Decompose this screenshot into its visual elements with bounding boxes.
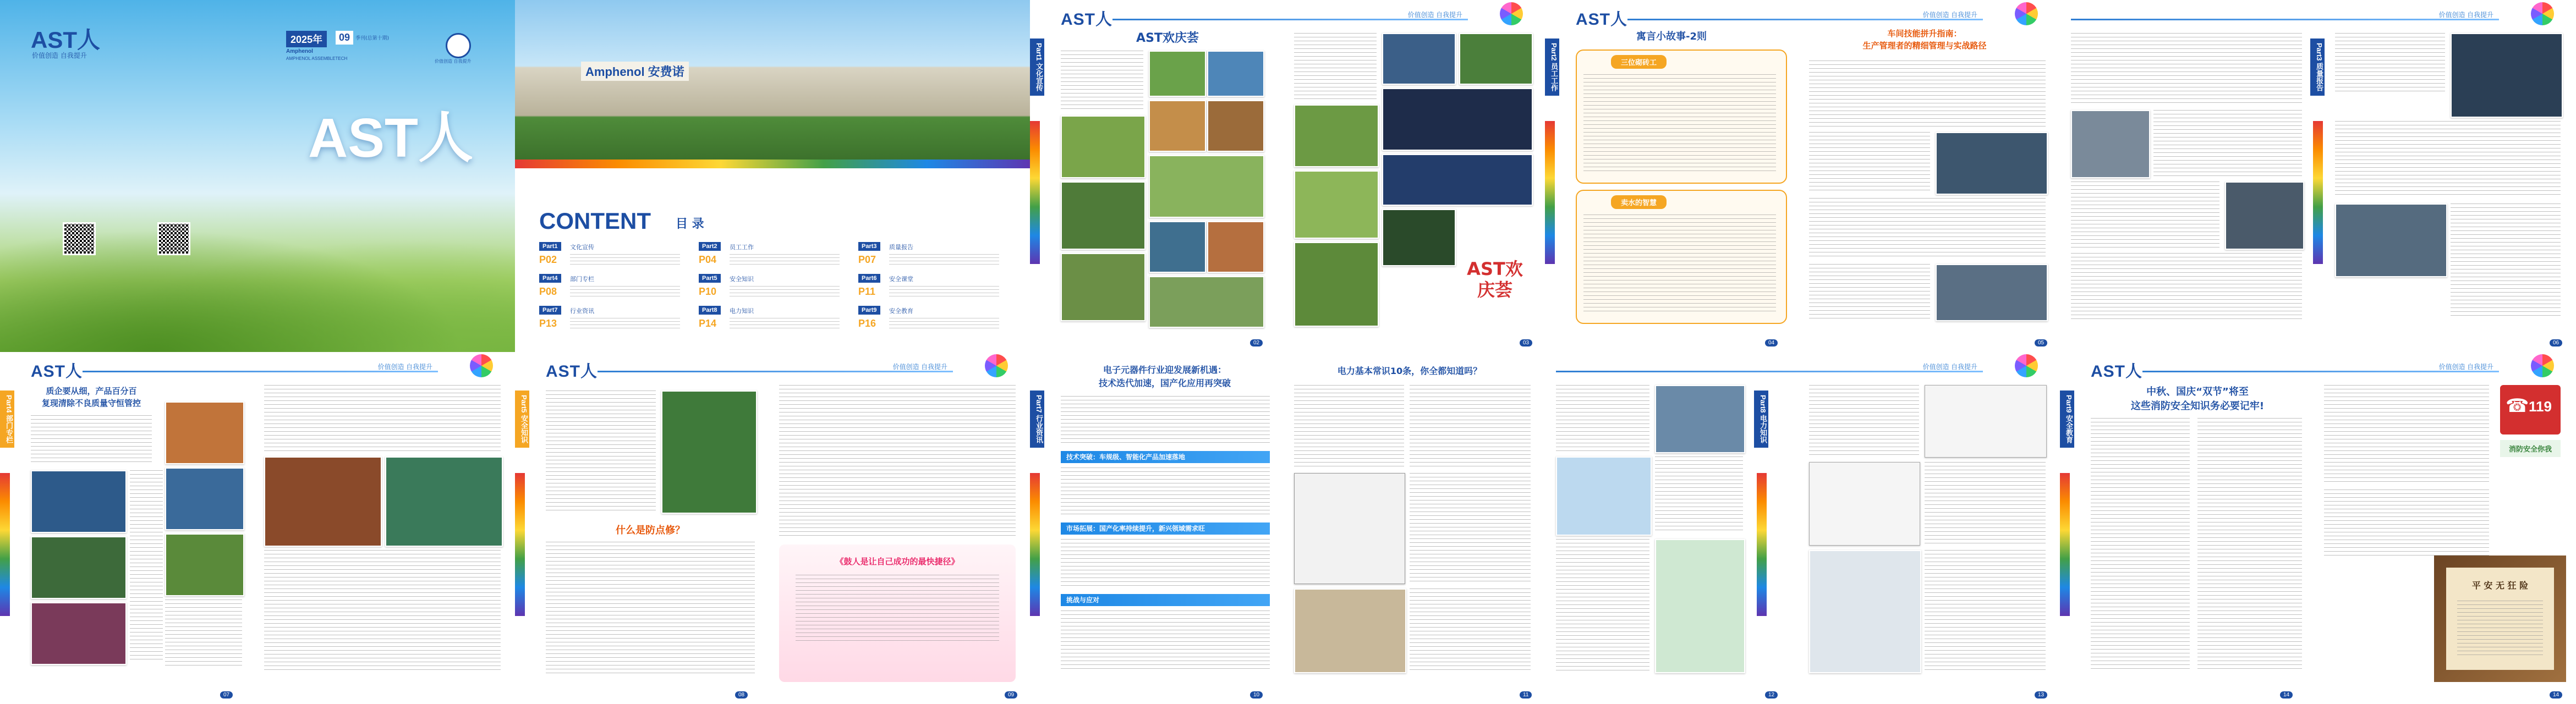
fire-safety-banner: 消防安全你我 (2500, 440, 2561, 457)
header-slogan: 价值创造 自我提升 (2438, 363, 2493, 371)
toc-summary-lines (570, 286, 680, 298)
photo (2335, 204, 2447, 277)
article-text (2324, 385, 2489, 484)
toc-part-name: 质量报告 (889, 244, 913, 251)
photo (1809, 550, 1921, 673)
photo (1149, 276, 1264, 328)
toc-item[interactable] (858, 242, 1012, 270)
toc-summary-lines (730, 318, 840, 330)
photo (1061, 253, 1146, 321)
page-number: 04 (1765, 339, 1778, 346)
photo (1207, 221, 1264, 273)
rainbow-stripe (1030, 121, 1040, 264)
story-text (1583, 74, 1776, 173)
page-header (2060, 0, 2576, 26)
article-title: 中秋、国庆“双节”将至 (2146, 386, 2249, 398)
issue-number: 09 (336, 31, 353, 45)
certificate-title: 平 安 无 狂 险 (2471, 580, 2529, 591)
toc-summary-lines (889, 254, 999, 266)
toc-part-tag: Part9 (858, 306, 880, 315)
photo (1382, 154, 1533, 206)
toc-page-number: P07 (858, 254, 876, 265)
photo (2225, 182, 2304, 250)
photo (1149, 51, 1206, 97)
illustration (1925, 385, 2047, 458)
toc-part-tag: Part5 (699, 274, 721, 283)
article-text (165, 600, 242, 666)
article-text (2153, 110, 2302, 176)
building-photo (515, 0, 1030, 165)
header-slogan: 价值创造 自我提升 (1922, 363, 1977, 371)
toc-item[interactable] (858, 306, 1012, 333)
article-text (130, 470, 163, 663)
photo (1149, 100, 1206, 152)
article-title: 质企要从细，产品百分百 (46, 386, 137, 396)
rainbow-arc (515, 160, 1030, 168)
pinwheel-icon (2531, 2, 2554, 25)
toc-grid (539, 242, 1018, 341)
quote-text (796, 575, 999, 641)
emergency-number: 119 (2529, 398, 2552, 415)
illustration (1655, 539, 1745, 673)
building-sign: Amphenol 安费诺 (581, 62, 689, 81)
toc-part-name: 员工工作 (730, 244, 754, 251)
toc-item[interactable] (858, 274, 1012, 301)
article-text (1556, 385, 1649, 451)
qr-code-1 (63, 222, 96, 255)
toc-part-tag: Part6 (858, 274, 880, 283)
article-text (1294, 385, 1404, 468)
article-subtitle: 生产管理者的精细管理与实战路径 (1862, 41, 1987, 51)
article-subtitle: 技术迭代加速，国产化应用再突破 (1098, 378, 1231, 388)
article-title: 什么是防点修？ (616, 525, 685, 536)
article-text (1809, 385, 1919, 457)
certificate-text (2457, 601, 2543, 656)
page-14 (2060, 352, 2576, 704)
article-text (1809, 132, 1930, 193)
toc-page-number: P13 (539, 318, 557, 329)
part-tab: Part4 部门专栏 (0, 391, 14, 448)
toc-part-name: 安全教育 (889, 307, 913, 315)
header-logo: AST人 (546, 362, 598, 381)
article-text (1925, 550, 2046, 671)
company-seal-icon (446, 33, 471, 58)
pinwheel-icon (2015, 2, 2038, 25)
toc-summary-lines (570, 254, 680, 266)
page-08 (515, 352, 1030, 704)
article-text (1061, 539, 1270, 588)
certificate-paper (2446, 568, 2554, 670)
toc-page-number: P16 (858, 318, 876, 329)
company-name-line1: Amphenol (286, 48, 313, 54)
article-text (1061, 396, 1270, 446)
cover-sub-brand: 价值创造 自我提升 (435, 59, 472, 64)
photo (1936, 264, 2048, 321)
header-slogan: 价值创造 自我提升 (1407, 11, 1462, 19)
header-logo: AST人 (2091, 362, 2142, 381)
page-number: 02 (1250, 339, 1263, 346)
page-header (1030, 0, 1545, 29)
toc-part-name: 安全知识 (730, 276, 754, 283)
article-text (1655, 457, 1743, 534)
photo (1459, 33, 1533, 85)
company-name-line2: AMPHENOL ASSEMBLETECH (286, 56, 348, 61)
toc-item[interactable] (699, 274, 853, 301)
header-slogan: 价值创造 自我提升 (1922, 11, 1977, 19)
illustration (1556, 457, 1652, 536)
toc-part-tag: Part4 (539, 274, 561, 283)
toc-item[interactable] (539, 306, 693, 333)
article-text (2335, 121, 2561, 198)
article-text (1809, 61, 2046, 127)
section-bar: 技术突破：车规级、智能化产品加速落地 (1061, 451, 1270, 463)
story-title: 三位砌砖工 (1611, 55, 1667, 69)
article-title: AST欢庆荟 (1136, 31, 1199, 45)
page-10 (1030, 352, 1545, 704)
photo (31, 536, 127, 599)
photo (1149, 221, 1206, 273)
page-number: 08 (735, 691, 748, 698)
article-text (1925, 462, 2046, 544)
header-line (2071, 19, 2499, 20)
article-text (1556, 539, 1649, 671)
article-title: 电力基本常识10条，你全都知道吗？ (1337, 366, 1482, 376)
part-tab: Part5 安全知识 (515, 391, 529, 448)
toc-summary-lines (570, 318, 680, 330)
article-text (1061, 51, 1143, 111)
part-tab: Part8 电力知识 (1754, 391, 1768, 448)
toc-part-name: 文化宣传 (570, 244, 594, 251)
page-header (1545, 352, 2060, 378)
toc-summary-lines (730, 286, 840, 298)
header-logo: AST人 (1576, 10, 1627, 29)
page-number: 13 (2035, 691, 2047, 698)
photo (1061, 116, 1146, 178)
issue-note: 季刊(总第十期) (355, 36, 390, 41)
rainbow-stripe (1030, 473, 1040, 616)
photo (1149, 155, 1264, 218)
photo (1207, 51, 1264, 97)
article-text (2451, 204, 2561, 319)
photo (2071, 110, 2150, 178)
fire-emergency-sign (2500, 385, 2561, 435)
page-number: 03 (1520, 339, 1532, 346)
photo (1382, 33, 1456, 85)
page-header (515, 352, 1030, 381)
article-text (779, 385, 1016, 539)
page-04 (1545, 0, 2060, 352)
pinwheel-icon (985, 354, 1008, 377)
photo (264, 457, 382, 547)
part-tab: Part9 安全教育 (2060, 391, 2074, 448)
toc-part-tag: Part7 (539, 306, 561, 315)
article-text (1410, 473, 1531, 583)
page-number: 09 (1005, 691, 1017, 698)
celebration-badge: AST欢庆荟 (1467, 258, 1523, 300)
page-number: 12 (1765, 691, 1778, 698)
article-subtitle: 复现清除不良质量守恒管控 (41, 398, 141, 408)
page-06 (2060, 0, 2576, 352)
toc-item[interactable] (699, 242, 853, 270)
article-title: 寓言小故事-2则 (1636, 31, 1707, 42)
photo (165, 468, 244, 530)
contents-title: CONTENT (539, 208, 651, 234)
toc-part-tag: Part3 (858, 242, 880, 251)
contents-page (515, 0, 1030, 352)
photo (165, 534, 244, 596)
article-text (2071, 182, 2219, 248)
toc-page-number: P02 (539, 254, 557, 265)
article-text (1809, 264, 1930, 319)
header-slogan: 价值创造 自我提升 (892, 363, 947, 371)
article-text (1410, 385, 1531, 468)
toc-page-number: P14 (699, 318, 717, 329)
section-bar: 市场拓展：国产化率持续提升，新兴领域需求旺 (1061, 522, 1270, 535)
header-slogan: 价值创造 自我提升 (2438, 11, 2493, 19)
article-text (264, 550, 501, 671)
header-line (1556, 371, 1983, 372)
part-tab: Part7 行业资讯 (1030, 391, 1044, 448)
article-text (2091, 418, 2190, 671)
quote-title: 《鼓人是让自己成功的最快捷径》 (835, 557, 960, 566)
page-number: 07 (220, 691, 233, 698)
toc-part-name: 电力知识 (730, 307, 754, 315)
story-title: 卖水的智慧 (1611, 195, 1667, 209)
pinwheel-icon (2015, 354, 2038, 377)
qr-code-2 (157, 222, 190, 255)
page-header (1545, 0, 2060, 29)
toc-part-name: 安全课堂 (889, 276, 913, 283)
toc-page-number: P11 (858, 286, 876, 297)
toc-item[interactable] (539, 274, 693, 301)
article-text (1061, 468, 1270, 517)
article-title: 车间技能拼升指南： (1887, 29, 1962, 38)
toc-summary-lines (889, 286, 999, 298)
cover-page (0, 0, 515, 352)
article-text (31, 415, 152, 465)
issue-year: 2025年 (286, 31, 327, 47)
toc-part-name: 部门专栏 (570, 276, 594, 283)
page-number: 10 (1250, 691, 1263, 698)
photo (31, 602, 127, 665)
article-subtitle: 这些消防安全知识务必要记牢! (2130, 400, 2265, 412)
toc-page-number: P10 (699, 286, 717, 297)
pinwheel-icon (470, 354, 493, 377)
toc-summary-lines (889, 318, 999, 330)
page-number: 06 (2550, 339, 2562, 346)
photo (1382, 88, 1533, 151)
rainbow-stripe (2060, 473, 2070, 616)
article-text (1294, 33, 1377, 99)
article-text (1809, 198, 2046, 258)
page-header (0, 352, 515, 381)
photo (1655, 385, 1745, 453)
article-text (2197, 418, 2302, 671)
page-07 (0, 352, 515, 704)
photo (1207, 100, 1264, 152)
page-02 (1030, 0, 1545, 352)
page-number: 14 (2550, 691, 2562, 698)
toc-page-number: P08 (539, 286, 557, 297)
photo (1294, 242, 1379, 327)
photo (165, 402, 244, 464)
page-number: 11 (1520, 691, 1532, 698)
portrait (1294, 588, 1406, 673)
photo (2451, 33, 2563, 118)
article-text (546, 391, 656, 512)
header-logo: AST人 (1061, 10, 1112, 29)
toc-item[interactable] (699, 306, 853, 333)
article-text (2335, 33, 2445, 94)
photo (31, 470, 127, 533)
cover-logo: AST人 (31, 27, 101, 53)
pinwheel-icon (1500, 2, 1523, 25)
rainbow-stripe (0, 473, 10, 616)
cover-slogan: 价值创造 自我提升 (32, 52, 87, 59)
article-text (1061, 610, 1270, 671)
article-text (546, 542, 755, 674)
rainbow-stripe (1545, 121, 1555, 264)
rainbow-stripe (515, 473, 525, 616)
story-text (1583, 215, 1776, 314)
certificate-card (2434, 556, 2566, 682)
article-text (2324, 490, 2489, 556)
article-text (264, 385, 501, 451)
rainbow-stripe (2313, 121, 2323, 264)
article-text (2071, 33, 2302, 105)
part-tab: Part2 员工工作 (1545, 38, 1559, 96)
section-bar: 挑战与应对 (1061, 594, 1270, 606)
photo (1382, 209, 1456, 266)
photo (661, 391, 757, 514)
phone-icon: ☎ (2506, 395, 2529, 417)
part-tab: Part1 文化宣传 (1030, 38, 1044, 96)
toc-page-number: P04 (699, 254, 717, 265)
pinwheel-icon (2531, 354, 2554, 377)
photo (1294, 170, 1379, 239)
toc-part-name: 行业资讯 (570, 307, 594, 315)
toc-part-tag: Part2 (699, 242, 721, 251)
photo (1936, 132, 2048, 195)
photo (385, 457, 503, 547)
page-header (2060, 352, 2576, 381)
contents-title-cn: 目 录 (676, 217, 704, 231)
article-title: 电子元器件行业迎发展新机遇： (1103, 365, 1226, 375)
header-slogan: 价值创造 自我提升 (377, 363, 432, 371)
photo (1294, 105, 1379, 167)
illustration (1294, 473, 1405, 584)
toc-part-tag: Part1 (539, 242, 561, 251)
article-text (1410, 588, 1531, 671)
illustration (1809, 462, 1920, 546)
page-12 (1545, 352, 2060, 704)
toc-item[interactable] (539, 242, 693, 270)
article-text (2071, 253, 2302, 319)
part-tab: Part3 质量报告 (2310, 38, 2325, 96)
page-number: 14 (2280, 691, 2293, 698)
page-number: 05 (2035, 339, 2047, 346)
toc-summary-lines (730, 254, 840, 266)
photo (1061, 182, 1146, 250)
rainbow-stripe (1757, 473, 1767, 616)
cover-big-title: AST人 (308, 107, 473, 169)
toc-part-tag: Part8 (699, 306, 721, 315)
header-logo: AST人 (31, 362, 83, 381)
